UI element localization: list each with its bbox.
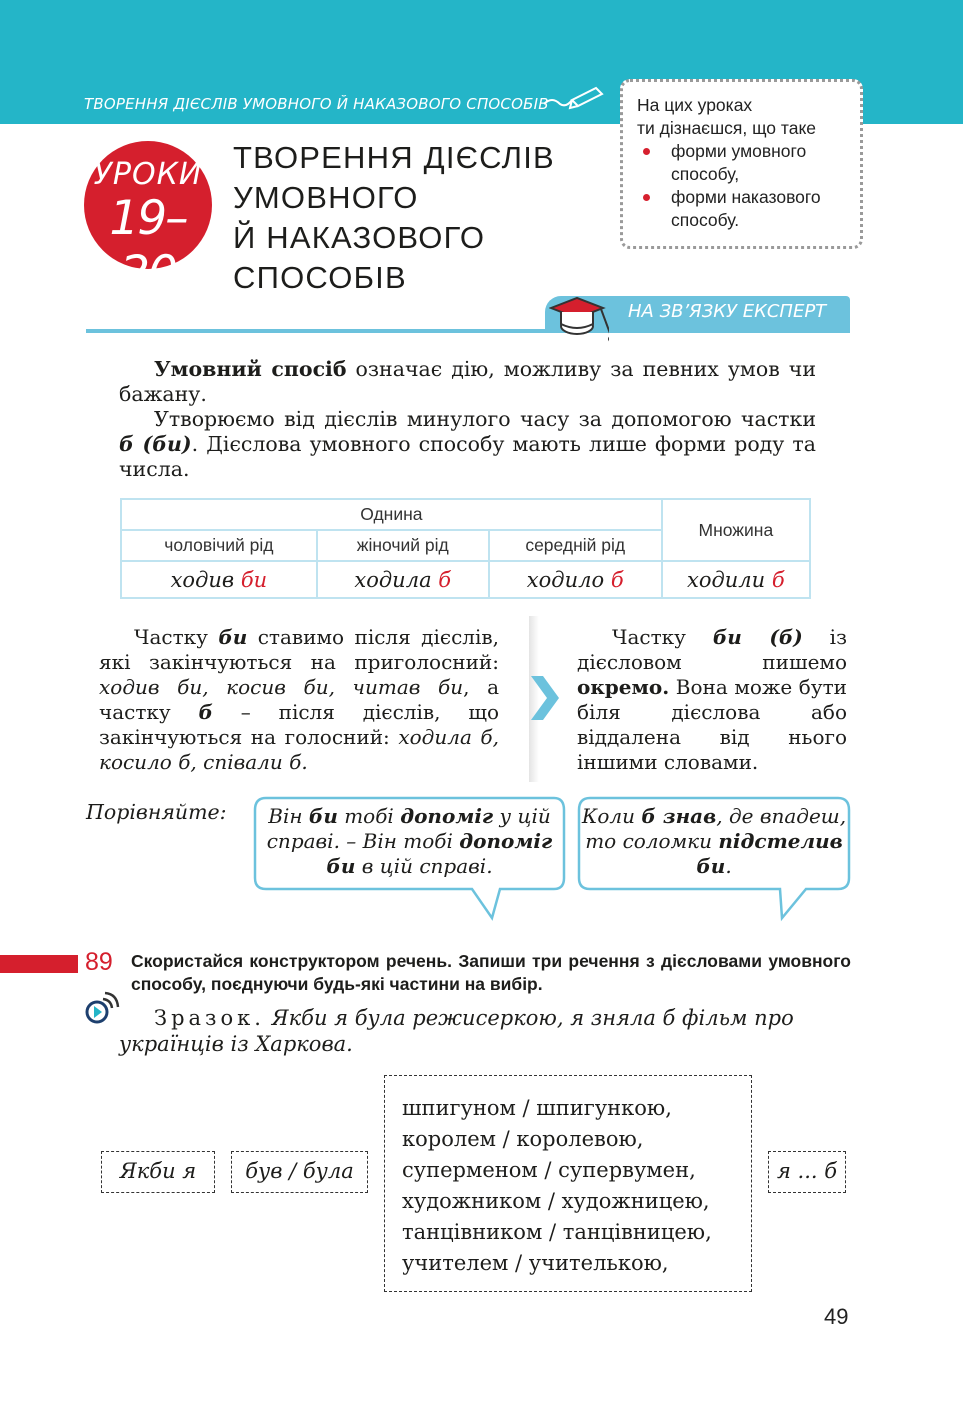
page-number: 49 (824, 1304, 849, 1329)
theory-paragraph-1 (119, 357, 816, 407)
table-cell (662, 561, 810, 598)
table-cell (317, 561, 489, 598)
constructor-box-1: Якби я (101, 1151, 215, 1193)
rule-term: би (б) (712, 625, 803, 649)
rule-text: Частку (612, 625, 713, 649)
table-header-neuter: середній рід (489, 530, 662, 561)
goals-intro-1: На цих уроках (637, 95, 753, 115)
lesson-word: УРОКИ (93, 157, 203, 192)
goal-item: форми наказового способу. (637, 186, 846, 232)
bubble-text: у цій справі. – Він тобі (266, 804, 551, 853)
cell-particle: би (240, 567, 268, 592)
cell-verb: ходили (686, 567, 766, 592)
rule-right-column (577, 625, 847, 775)
bubble-text: . (725, 854, 732, 878)
theory-text: . Дієслова умовного способу мають лише форми роду та числа. (119, 432, 816, 481)
title-line: ТВОРЕННЯ ДІЄСЛІВ (233, 140, 555, 175)
theory-text: означає дію, можливу за певних умов чи бажану. (119, 357, 816, 406)
table-header-masculine: чоловічий рід (121, 530, 317, 561)
rule-example: ходив би, косив би, читав би (99, 675, 464, 699)
sample-label: Зразок. (154, 1006, 265, 1030)
rule-term: окремо. (577, 675, 670, 699)
title-line: СПОСОБІВ (233, 260, 407, 295)
table-cell (121, 561, 317, 598)
bubble-text: тобі (337, 804, 401, 828)
pen-icon (542, 84, 604, 112)
rule-left-column (99, 625, 499, 775)
table-header-feminine: жіночий рід (317, 530, 489, 561)
bubble-bold: допоміг (400, 804, 494, 828)
bubble-text-2 (580, 804, 848, 879)
bubble-text: в цій справі. (355, 854, 493, 878)
term-conditional: Умовний спосіб (154, 357, 347, 381)
cell-particle: б (771, 567, 785, 592)
option-line: художником / художницею, (402, 1189, 710, 1213)
conditional-forms-table (120, 498, 811, 599)
graduation-cap-icon (549, 292, 609, 348)
bubble-bold: підстелив би (696, 829, 843, 878)
goals-intro-2: ти дізнаєшся, що таке (637, 118, 817, 138)
title-line: УМОВНОГО (233, 180, 419, 215)
task-marker-bar (0, 955, 78, 973)
option-line: танцівником / танцівницею, (402, 1220, 712, 1244)
sample-sentence (119, 1005, 819, 1057)
cell-particle: б (610, 567, 624, 592)
sample-text: Якби я була режисеркою, я зняла б фільм про українців із Харкова. (119, 1006, 794, 1056)
bubble-bold: б знав (641, 804, 717, 828)
constructor-box-3 (384, 1075, 752, 1292)
expert-label: НА ЗВ’ЯЗКУ ЕКСПЕРТ (628, 301, 827, 322)
running-head: ТВОРЕННЯ ДІЄСЛІВ УМОВНОГО Й НАКАЗОВОГО СПОСОБІВ (84, 95, 549, 113)
rule-text: , а частку (99, 675, 500, 724)
section-rule (86, 329, 850, 333)
option-line: королем / королевою, (402, 1127, 644, 1151)
task-instruction: Скористайся конструктором речень. Запиши три речення з дієсловами умовного способу, поєднуючи будь-які частини на вибір. (131, 951, 851, 994)
particle-term: б (би) (119, 432, 192, 456)
bubble-text: Він (268, 804, 309, 828)
rule-text: Вона може бути біля дієслова або віддалена від нього іншими словами. (577, 675, 847, 774)
cell-verb: ходило (526, 567, 605, 592)
rule-example: ходила б, косило б, співали б. (99, 725, 499, 774)
option-line: учителем / учителькою, (402, 1251, 669, 1275)
bubble-bold: допоміг би (326, 829, 553, 878)
bubble-bold: би (308, 804, 338, 828)
lesson-title (233, 138, 613, 298)
rule-text: Частку (134, 625, 219, 649)
lesson-goals-box (620, 79, 863, 249)
compare-label: Порівняйте: (86, 800, 227, 824)
rule-term: б (198, 700, 213, 724)
rule-term: би (218, 625, 248, 649)
task-number: 89 (85, 948, 113, 976)
theory-text: Утворюємо від дієслів минулого часу за допомогою частки (154, 407, 816, 431)
rule-text: – після дієслів, що закінчуються на голосний: (99, 700, 499, 749)
rule-text: із дієсловом пишемо (577, 625, 847, 674)
table-cell (489, 561, 662, 598)
goal-item: форми умовного способу, (637, 140, 846, 186)
cell-verb: ходила (354, 567, 432, 592)
option-line: суперменом / супервумен, (402, 1158, 696, 1182)
constructor-box-2: був / була (231, 1151, 368, 1193)
lesson-numbers: 19–20 (109, 191, 187, 301)
bubble-text: Коли (581, 804, 642, 828)
table-header-plural: Множина (662, 499, 810, 561)
lesson-badge (84, 141, 212, 301)
rule-text: ставимо після дієслів, які закінчуються на приголосний: (99, 625, 499, 674)
chevron-right-icon (529, 616, 563, 782)
theory-paragraph-2 (119, 407, 816, 482)
table-header-singular: Однина (121, 499, 662, 530)
bubble-text: , де впадеш, то соломки (585, 804, 847, 853)
option-line: шпигуном / шпигункою, (402, 1096, 672, 1120)
cell-particle: б (438, 567, 452, 592)
bubble-text-1 (257, 804, 562, 879)
constructor-box-4: я ... б (768, 1151, 846, 1193)
title-line: Й НАКАЗОВОГО (233, 220, 486, 255)
cell-verb: ходив (170, 567, 235, 592)
